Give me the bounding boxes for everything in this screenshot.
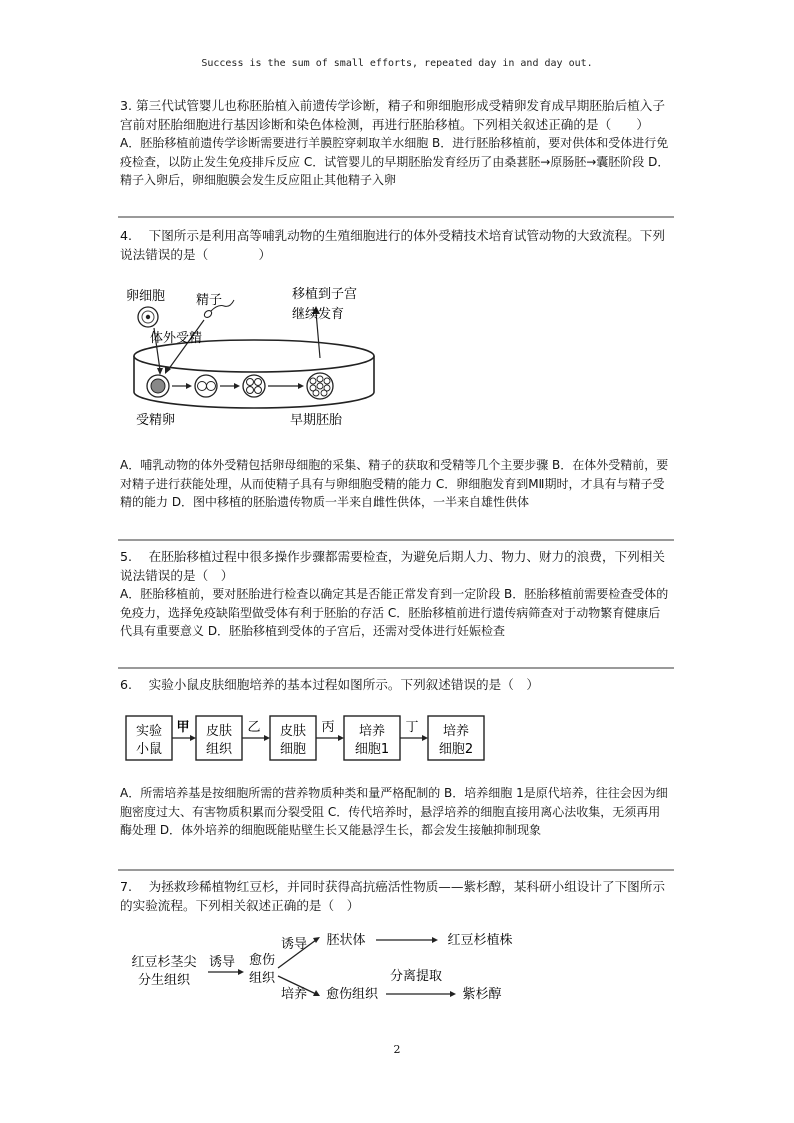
flow-box-skin-cell-l2: 细胞: [279, 742, 307, 757]
question-6-options: A．所需培养基是按细胞所需的营养物质种类和量严格配制的 B．培养细胞 1是原代培养，往往会因为细胞密度过大、有害物质积累而分裂受阻 C．传代培养时，悬浮培养的细胞直接用离心法收集，无须再用酶处理 D．体外培养的细胞既能贴壁生长又能悬浮生长，都会发生接触抑制现象: [120, 786, 668, 837]
question-5-options: A．胚胎移植前，要对胚胎进行检查以确定其是否能正常发育到一定阶段 B．胚胎移植前需要检查受体的免疫力，选择免疫缺陷型做受体有利于胚胎的存活 C．胚胎移植前进行遗传病筛查对于动物繁育健康后代具有重要意义 D．胚胎移植到受体的子宫后，还需对受体进行妊娠检查: [120, 587, 669, 638]
transfer-label-1: 移植到子宫: [292, 287, 358, 302]
flow-box-culture-1-l1: 培养: [358, 724, 386, 739]
divider-rule: [118, 216, 674, 218]
taxol-culture-label: 培养: [280, 987, 308, 1002]
question-4-options: A．哺乳动物的体外受精包括卵母细胞的采集、精子的获取和受精等几个主要步骤 B．在体外受精前，要对精子进行获能处理，从而使精子具有与卵细胞受精的能力 C．卵细胞发育到MⅡ期时，才具有与精子受精的能力 D．图中移植的胚胎遗传物质一半来自雌性供体，一半来自雄性供体: [120, 458, 669, 509]
question-5: [120, 547, 672, 641]
step-label-bing: 丙: [321, 720, 335, 735]
page-header-motto: Success is the sum of small efforts, repeated day in and day out.: [201, 58, 593, 69]
flow-box-culture-1-l2: 细胞1: [354, 742, 390, 757]
zygote-inner: [151, 379, 165, 393]
question-4-options-block: [120, 456, 672, 512]
cell-culture-flow: [120, 710, 490, 768]
divider-rule: [118, 667, 674, 669]
flow-box-skin-cell-l1: 皮肤: [279, 724, 307, 739]
early-embryo-label: 早期胚胎: [290, 413, 343, 428]
step-label-jia: 甲: [176, 720, 190, 735]
ivf-label: 体外受精: [150, 331, 203, 346]
transfer-label-2: 继续发育: [292, 307, 345, 322]
ivf-figure: [120, 282, 390, 432]
taxol-start-l1: 红豆杉茎尖: [131, 955, 197, 970]
flow-box-skin-tissue-l1: 皮肤: [205, 724, 233, 739]
question-6-stem: 6. 实验小鼠皮肤细胞培养的基本过程如图所示。下列叙述错误的是（ ）: [120, 677, 540, 692]
taxol-product-label: 紫杉醇: [462, 987, 502, 1002]
divider-rule: [118, 539, 674, 541]
taxol-extract-label: 分离提取: [389, 969, 443, 984]
taxol-plant-label: 红豆杉植株: [447, 933, 513, 948]
question-3: [120, 96, 672, 190]
four-cell-icon: [243, 375, 265, 397]
question-6-options-block: [120, 784, 672, 840]
taxol-embryoid-label: 胚状体: [326, 933, 366, 948]
question-5-stem: 5. 在胚胎移植过程中很多操作步骤都需要检查，为避免后期人力、物力、财力的浪费，下列相关说法错误的是（ ）: [120, 549, 665, 583]
egg-nucleus: [146, 315, 150, 319]
flow-box-mouse-l1: 实验: [135, 724, 163, 739]
step-label-ding: 丁: [405, 720, 419, 735]
question-7: [120, 877, 672, 915]
question-4: [120, 226, 672, 264]
question-4-stem: 4. 下图所示是利用高等哺乳动物的生殖细胞进行的体外受精技术培育试管动物的大致流程。下列说法错误的是（ ）: [120, 228, 665, 262]
page-number: 2: [393, 1043, 401, 1056]
question-3-options: A．胚胎移植前遗传学诊断需要进行羊膜腔穿刺取羊水细胞 B．进行胚胎移植前，要对供体和受体进行免疫检查，以防止发生免疫排斥反应 C．试管婴儿的早期胚胎发育经历了由桑葚胚→原肠胚→囊胚阶段 D．精子入卵后，卵细胞膜会发生反应阻止其他精子入卵: [120, 136, 670, 187]
taxol-callus-l1: 愈伤: [248, 953, 276, 968]
flow-box-culture-2-l2: 细胞2: [438, 742, 474, 757]
egg-label: 卵细胞: [126, 289, 166, 304]
zygote-label: 受精卵: [136, 413, 176, 428]
divider-rule: [118, 869, 674, 871]
taxol-callus-l2: 组织: [248, 971, 276, 986]
taxol-flow: [120, 928, 530, 1008]
taxol-callus2-label: 愈伤组织: [325, 987, 379, 1002]
question-7-stem: 7. 为拯救珍稀植物红豆杉，并同时获得高抗癌活性物质——紫杉醇，某科研小组设计了下图所示的实验流程。下列相关叙述正确的是（ ）: [120, 879, 665, 913]
sperm-label: 精子: [196, 293, 223, 308]
taxol-start-l2: 分生组织: [137, 973, 191, 988]
flow-box-culture-2-l1: 培养: [442, 724, 470, 739]
question-6: [120, 675, 672, 694]
step-label-yi: 乙: [247, 720, 261, 735]
flow-box-skin-tissue-l2: 组织: [205, 742, 233, 757]
question-3-stem: 3. 第三代试管婴儿也称胚胎植入前遗传学诊断，精子和卵细胞形成受精卵发育成早期胚胎后植入子宫前对胚胎细胞进行基因诊断和染色体检测，再进行胚胎移植。下列相关叙述正确的是（ ）: [120, 98, 665, 132]
taxol-induce2-label: 诱导: [280, 937, 308, 952]
taxol-induce-label: 诱导: [208, 955, 236, 970]
flow-box-mouse-l2: 小鼠: [135, 742, 163, 757]
